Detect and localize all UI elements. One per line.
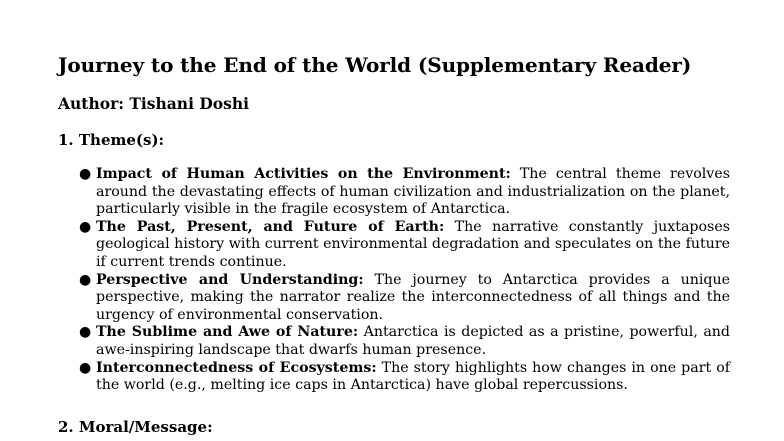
theme-text: The journey to Antarctica provides a unique perspective, making the narrator realize the interconnectedness of all things and the urgency of environmental conservation. [96, 271, 731, 323]
author-line: Author: Tishani Doshi [58, 94, 250, 113]
section-heading-themes: 1. Theme(s): [58, 131, 165, 149]
theme-text: Antarctica is depicted as a pristine, powerful, and awe-inspiring landscape that dwarfs human presence. [96, 324, 730, 358]
bullet-icon: ● [79, 324, 92, 341]
theme-name: Perspective and Understanding: [96, 271, 364, 288]
theme-name: The Sublime and Awe of Nature: [96, 324, 359, 341]
theme-text: The story highlights how changes in one part of the world (e.g., melting ice caps in Antarctica) have global repercussions. [96, 359, 730, 394]
theme-text: The narrative constantly juxtaposes geological history with current environmental degradation and speculates on the future if current trends continue. [96, 218, 730, 270]
theme-text: The central theme revolves around the devastating effects of human civilization and industrialization on the planet, particularly visible in the fragile ecosystem of Antarctica. [96, 166, 730, 218]
list-item [79, 218, 730, 272]
list-item [79, 359, 730, 395]
theme-name: Interconnectedness of Ecosystems: [96, 359, 377, 376]
theme-name: Impact of Human Activities on the Environment: [96, 166, 511, 182]
document-title: Journey to the End of the World (Supplementary Reader) [58, 53, 692, 77]
bullet-icon: ● [79, 359, 92, 376]
bullet-icon: ● [79, 218, 92, 235]
list-item [79, 271, 731, 325]
theme-name: The Past, Present, and Future of Earth: [96, 218, 445, 235]
section-heading-moral: 2. Moral/Message: [58, 418, 213, 436]
bullet-icon: ● [79, 166, 92, 182]
list-item [79, 166, 730, 219]
theme-list [58, 166, 730, 395]
bullet-icon: ● [79, 271, 92, 288]
list-item [79, 324, 730, 359]
